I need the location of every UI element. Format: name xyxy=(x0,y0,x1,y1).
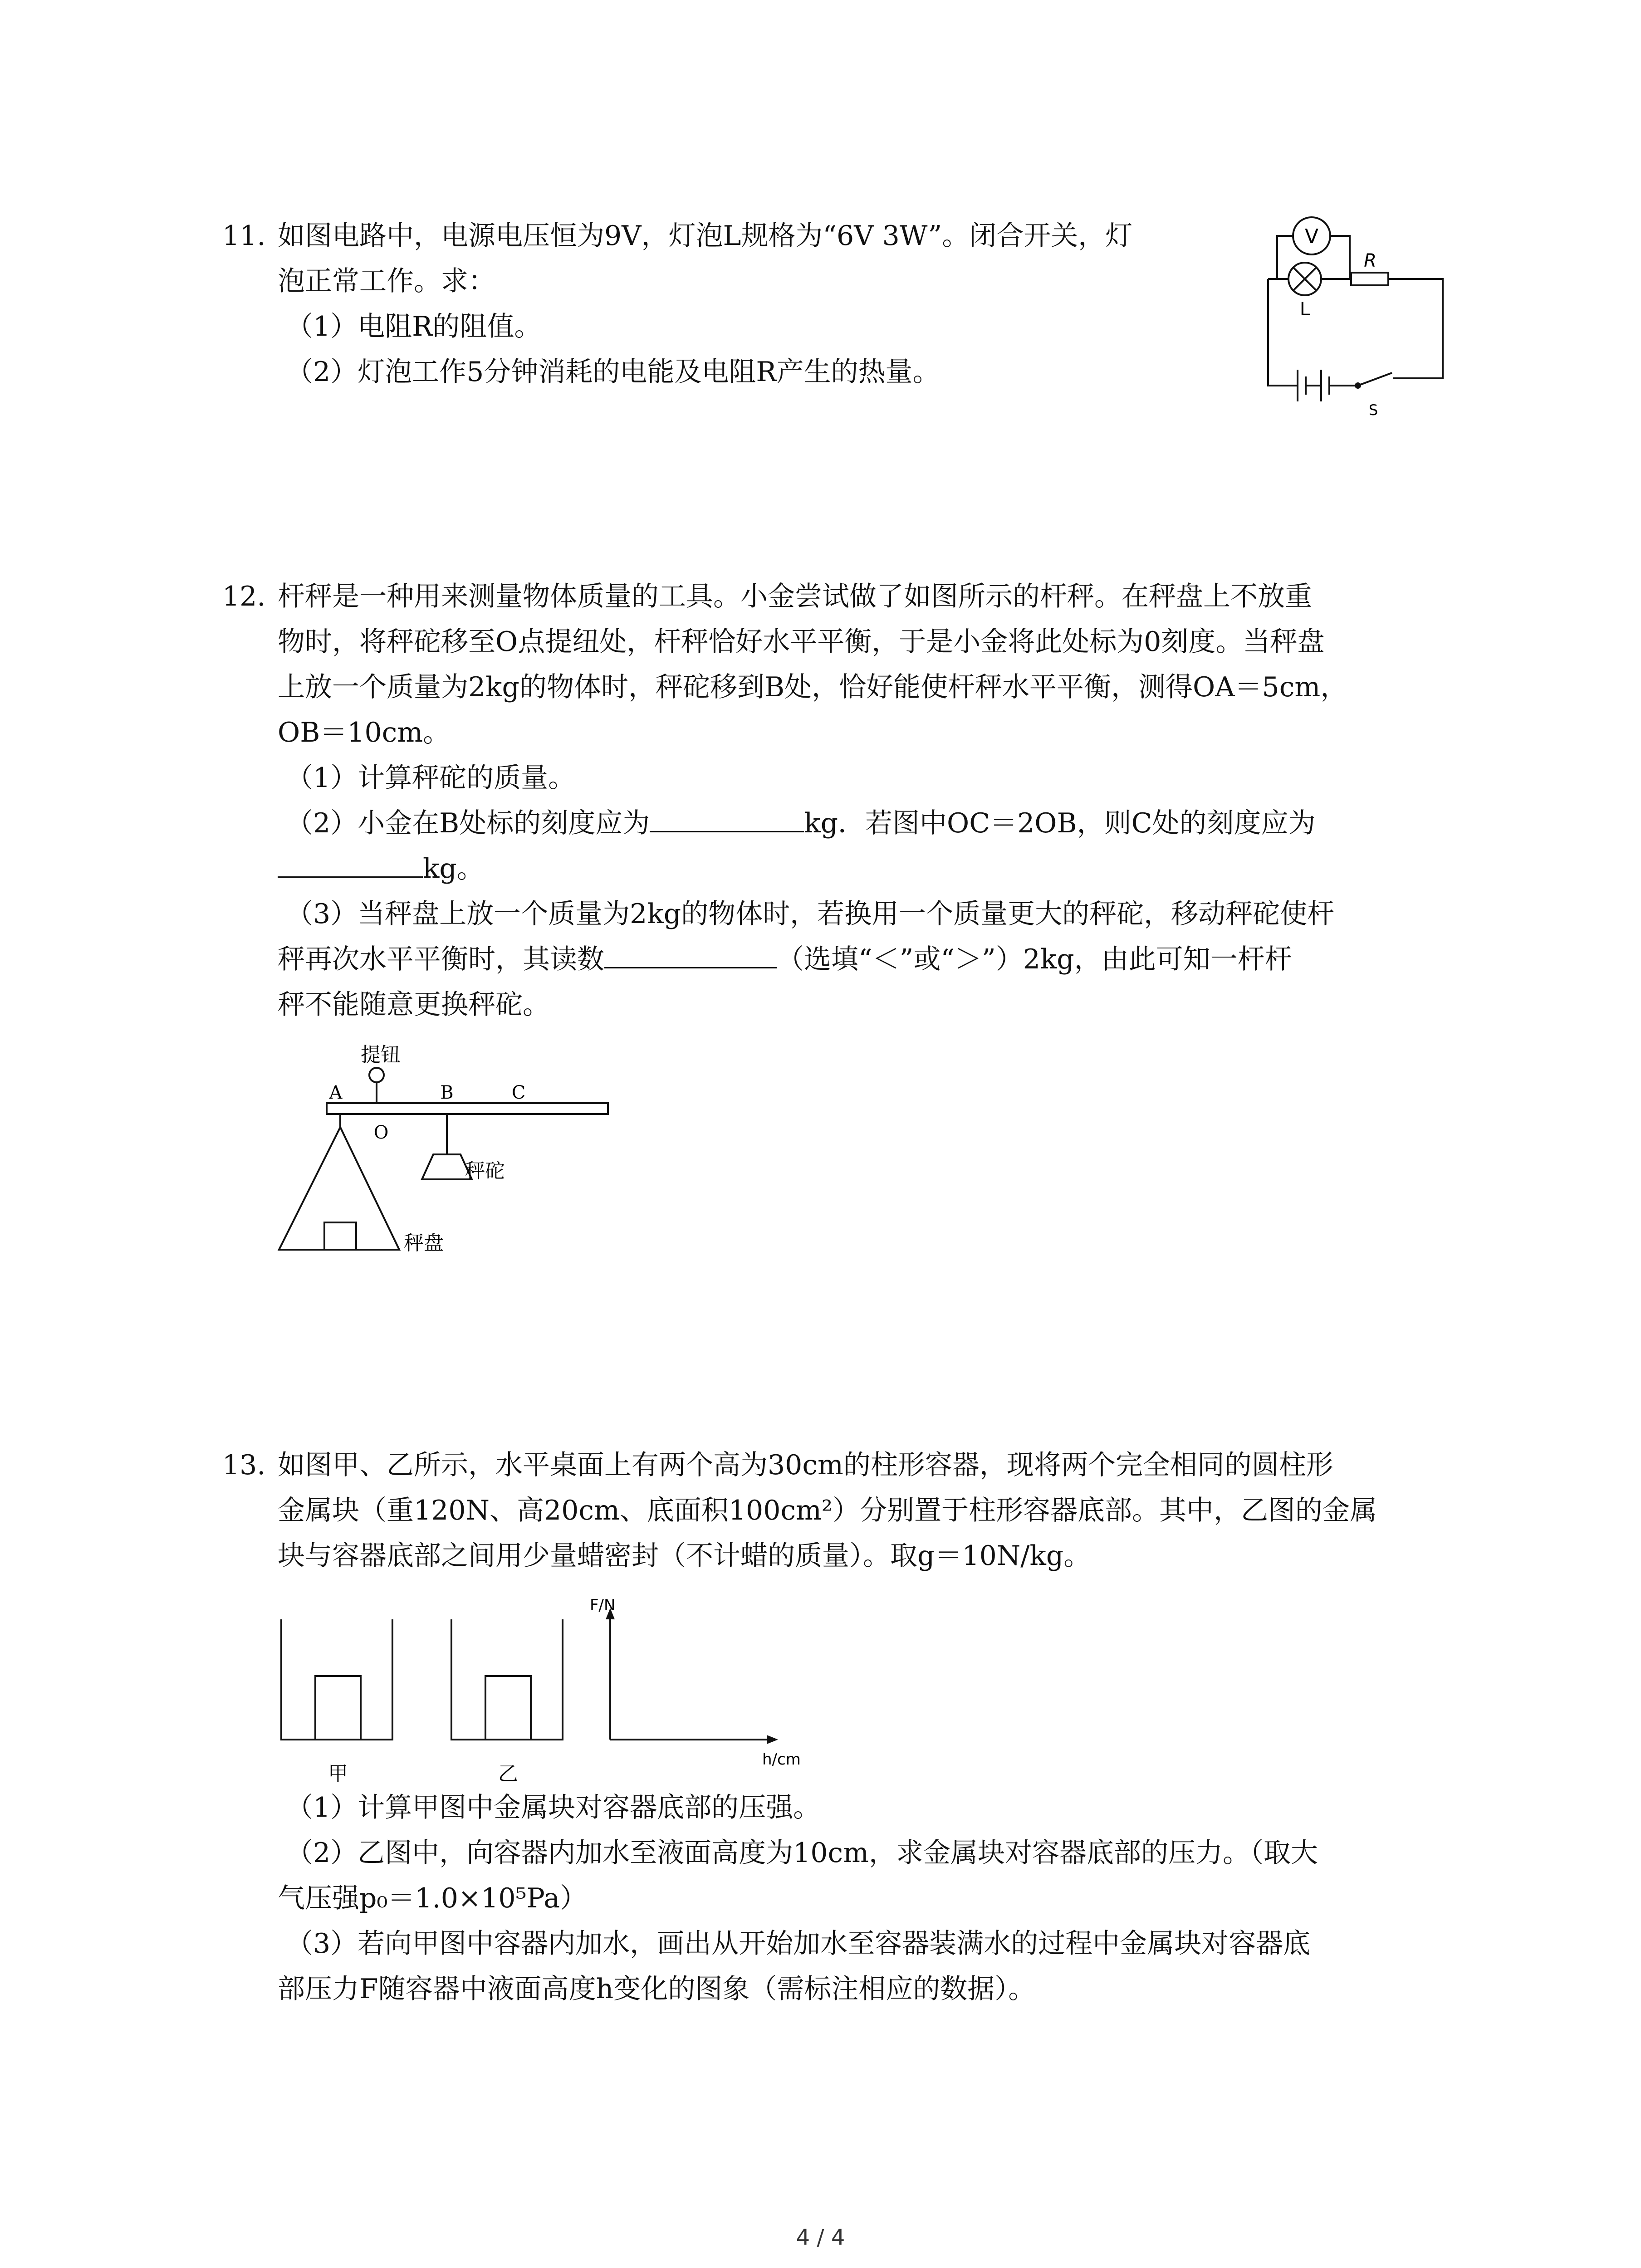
question-text: 杆秤是一种用来测量物体质量的工具。小金尝试做了如图所示的杆秤。在秤盘上不放重 xyxy=(278,581,1312,612)
question-12: 12. 杆秤是一种用来测量物体质量的工具。小金尝试做了如图所示的杆秤。在秤盘上不放重 物时，将秤砣移至O点提纽处，杆秤恰好水平平衡，于是小金将此处标为0刻度。当秤盘 上放一个质量为2kg的物体时，秤砣移到B处，恰好能使杆秤水平平衡，测得OA＝5cm， OB＝10cm。 （1）计算秤砣的质量。 （2）小金在B处标的刻度应为 kg．若图中OC＝2OB，则C处的刻度应为 kg。 （3）当秤盘上放一个质量为2kg的物体时，若换用一个质量更大的秤砣，移动秤砣使杆 秤再次水平平衡时，其读数 （选填“＜”或“＞”）2kg，由此可知一杆杆 秤不能随意更换秤砣。 xyxy=(222,574,1456,1027)
question-text: 物时，将秤砣移至O点提纽处，杆秤恰好水平平衡，于是小金将此处标为0刻度。当秤盘 xyxy=(278,626,1325,658)
answer-blank[interactable] xyxy=(650,804,804,832)
sub-question-1: （1）计算秤砣的质量。 xyxy=(286,762,576,794)
answer-blank[interactable] xyxy=(278,849,423,878)
point-o-label: O xyxy=(373,1122,389,1143)
sub-question-3: （3）当秤盘上放一个质量为2kg的物体时，若换用一个质量更大的秤砣，移动秤砣使杆 xyxy=(286,898,1335,930)
question-number: 11. xyxy=(222,220,266,252)
sub-question-2: （2）乙图中，向容器内加水至液面高度为10cm，求金属块对容器底部的压力。（取大 xyxy=(286,1837,1318,1869)
voltmeter-label: V xyxy=(1304,225,1319,248)
question-number: 12. xyxy=(222,581,266,612)
question-number: 13. xyxy=(222,1449,266,1481)
y-axis-label: F/N xyxy=(590,1597,616,1614)
question-text: 如图电路中，电源电压恒为9V，灯泡L规格为“6V 3W”。闭合开关，灯 xyxy=(278,220,1133,252)
page-number: 4 / 4 xyxy=(796,2225,845,2250)
weight-label: 秤砣 xyxy=(465,1159,505,1183)
question-text: 块与容器底部之间用少量蜡密封（不计蜡的质量）。取g＝10N/kg。 xyxy=(278,1540,1091,1572)
question-13-parts xyxy=(222,1785,1456,2012)
sub-question-2: （2）小金在B处标的刻度应为 kg．若图中OC＝2OB，则C处的刻度应为 xyxy=(222,801,1456,846)
question-text: 上放一个质量为2kg的物体时，秤砣移到B处，恰好能使杆秤水平平衡，测得OA＝5cm， xyxy=(278,671,1348,703)
sub-question-3: （3）若向甲图中容器内加水，画出从开始加水至容器装满水的过程中金属块对容器底 xyxy=(286,1928,1311,1960)
sub-question-1: （1）电阻R的阻值。 xyxy=(286,311,542,342)
question-text: 金属块（重120N、高20cm、底面积100cm²）分别置于柱形容器底部。其中，乙图的金属 xyxy=(278,1495,1377,1526)
question-13 xyxy=(222,1442,1456,1579)
sub-question-2: （2）灯泡工作5分钟消耗的电能及电阻R产生的热量。 xyxy=(286,356,940,388)
resistor-label: R xyxy=(1364,250,1376,271)
point-b-label: B xyxy=(440,1082,454,1103)
switch-label: S xyxy=(1368,401,1378,417)
lamp-label: L xyxy=(1299,299,1310,320)
question-text: 泡正常工作。求： xyxy=(278,265,495,297)
question-text: OB＝10cm。 xyxy=(278,717,451,748)
container-yi-label: 乙 xyxy=(498,1762,518,1785)
containers-diagram xyxy=(272,1597,844,1792)
sub-question-1: （1）计算甲图中金属块对容器底部的压强。 xyxy=(286,1792,821,1823)
question-text: 如图甲、乙所示，水平桌面上有两个高为30cm的柱形容器，现将两个完全相同的圆柱形 xyxy=(278,1449,1333,1481)
point-c-label: C xyxy=(511,1082,526,1103)
question-text: 秤不能随意更换秤砣。 xyxy=(278,989,550,1021)
x-axis-label: h/cm xyxy=(762,1750,801,1769)
circuit-diagram xyxy=(1257,213,1456,417)
question-text: 部压力F随容器中液面高度h变化的图象（需标注相应的数据）。 xyxy=(278,1973,1036,2005)
pan-label: 秤盘 xyxy=(404,1232,444,1255)
steelyard-diagram xyxy=(272,1043,617,1261)
answer-blank[interactable] xyxy=(604,940,777,968)
knob-label: 提钮 xyxy=(361,1043,401,1066)
container-jia-label: 甲 xyxy=(328,1762,348,1785)
point-a-label: A xyxy=(329,1082,343,1103)
question-text: 气压强p₀＝1.0×10⁵Pa） xyxy=(278,1882,588,1914)
